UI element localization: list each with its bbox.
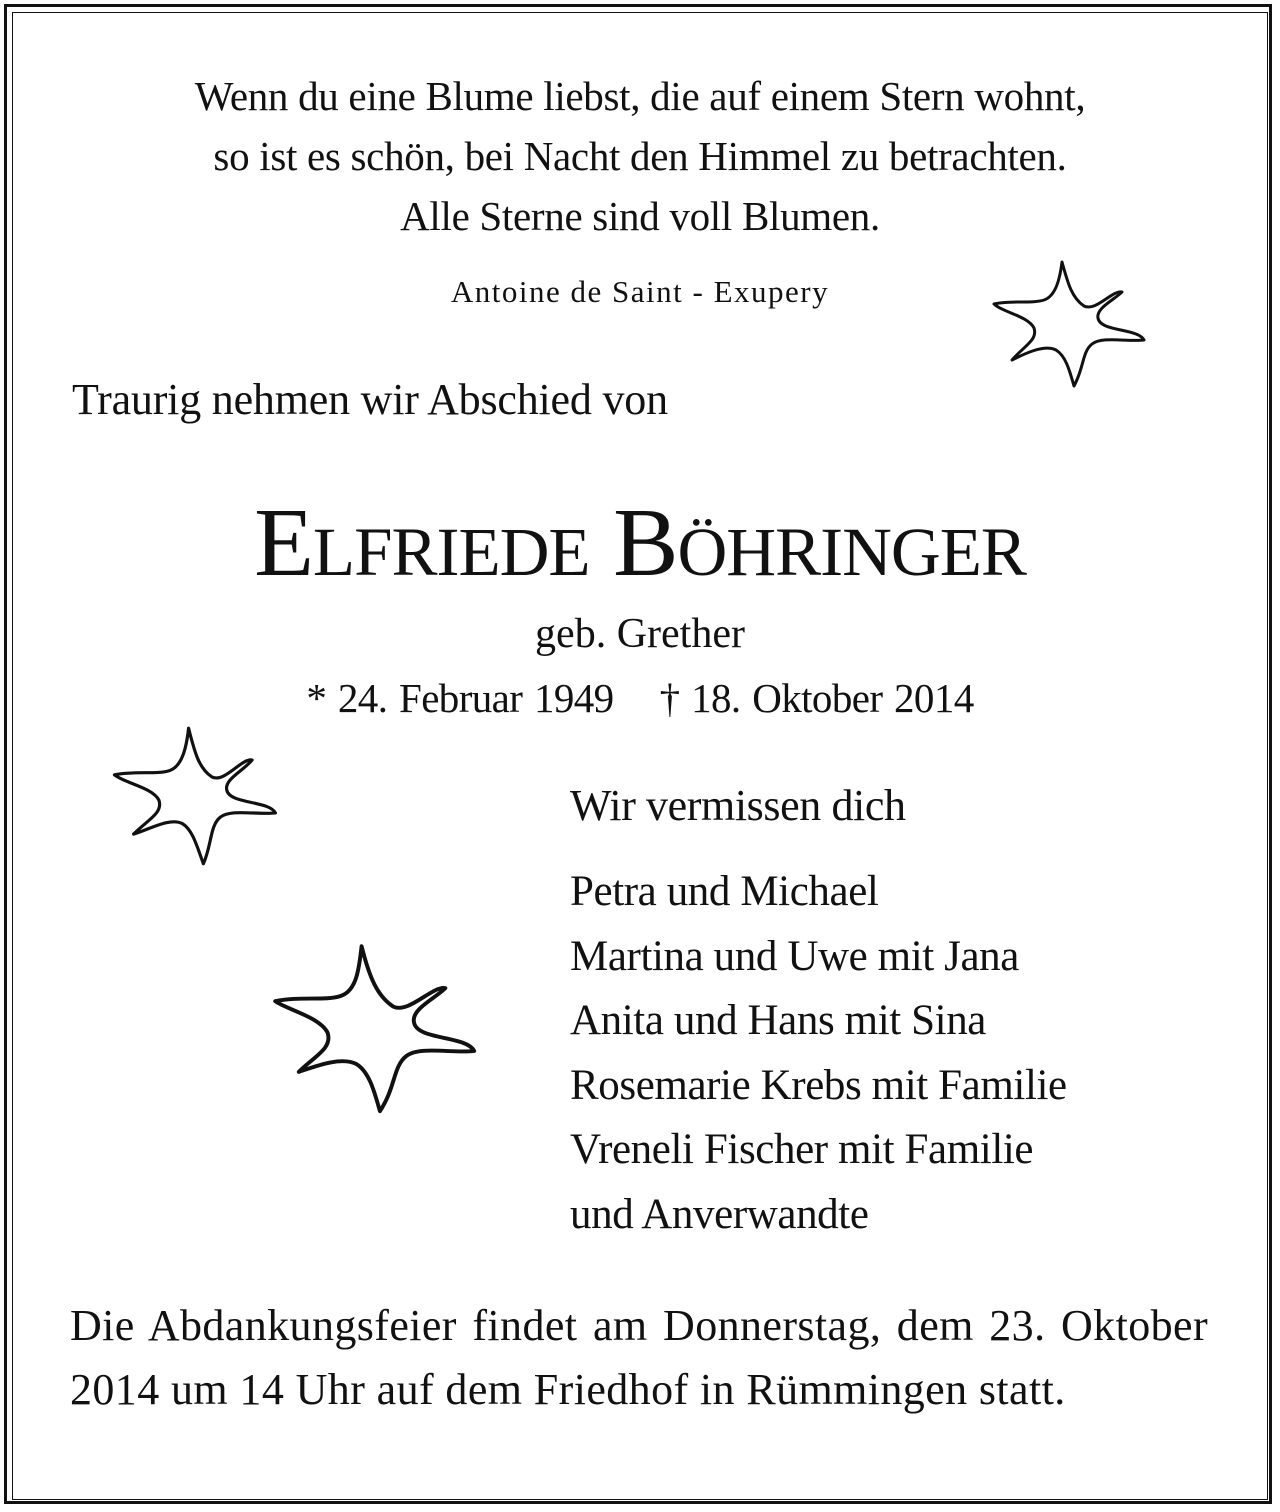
quote	[0, 66, 1280, 246]
death-date: † 18. Oktober 2014	[659, 675, 974, 721]
list-item: Vreneli Fischer mit Familie	[570, 1126, 1034, 1173]
service-notice: Die Abdankungsfeier findet am Donnerstag, dem 23. Oktober 2014 um 14 Uhr auf dem Friedhof in Rümmingen statt.	[70, 1301, 1208, 1414]
deceased-name: Elfriede Böhringer	[254, 489, 1026, 597]
list-item: Petra und Michael	[570, 868, 879, 915]
quote-author: Antoine de Saint - Exupery	[450, 274, 830, 309]
life-dates	[0, 674, 1280, 722]
list-item: und Anverwandte	[570, 1190, 869, 1238]
list-item: Martina und Uwe mit Jana	[570, 932, 1019, 980]
star-icon	[988, 256, 1150, 392]
signoff: Wir vermissen dich	[570, 781, 906, 830]
quote-line: Alle Sterne sind voll Blumen.	[400, 193, 880, 239]
star-icon	[270, 940, 482, 1120]
star-icon	[110, 724, 282, 868]
quote-line: so ist es schön, bei Nacht den Himmel zu betrachten.	[213, 133, 1067, 179]
birth-date: * 24. Februar 1949	[306, 675, 614, 721]
list-item: Anita und Hans mit Sina	[570, 997, 986, 1044]
mourners-list	[570, 860, 1067, 1247]
quote-line: Wenn du eine Blume liebst, die auf einem Stern wohnt,	[194, 73, 1086, 119]
list-item: Rosemarie Krebs mit Familie	[570, 1061, 1067, 1109]
maiden-name: geb. Grether	[535, 611, 745, 657]
intro-line: Traurig nehmen wir Abschied von	[72, 375, 668, 424]
